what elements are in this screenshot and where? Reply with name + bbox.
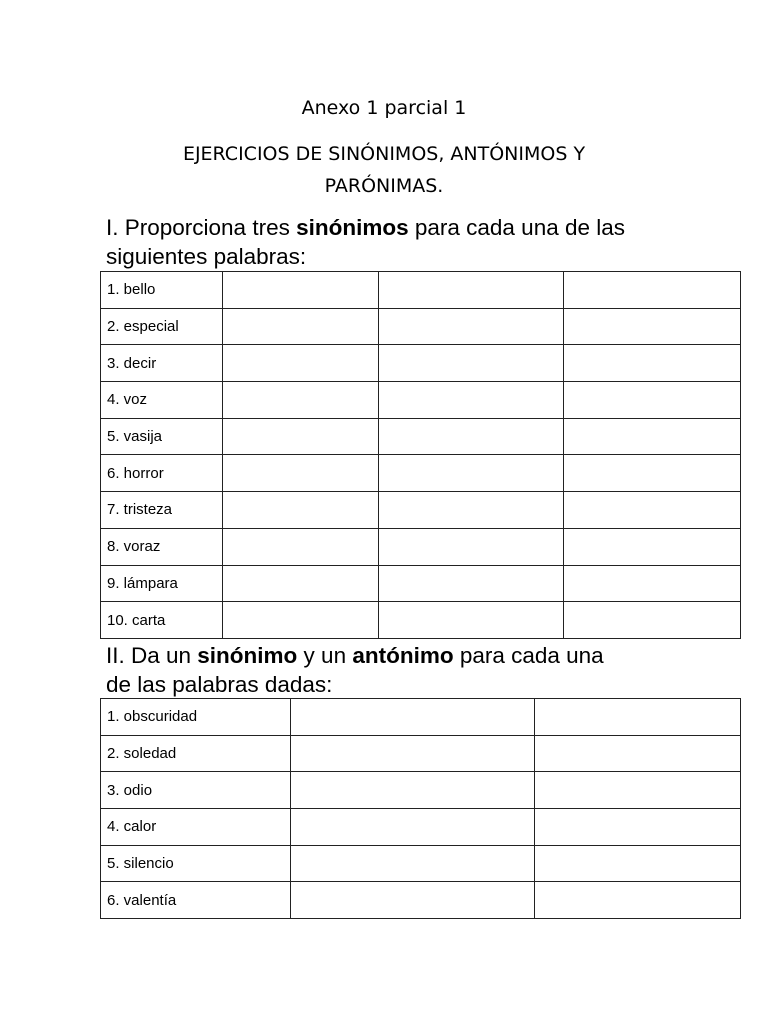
answer-cell[interactable] [379,345,564,382]
section1-instruction-line2: siguientes palabras: [106,244,307,269]
table-row [101,772,741,809]
answer-cell[interactable] [379,382,564,419]
answer-cell[interactable] [223,455,379,492]
table-row [101,735,741,772]
answer-cell[interactable] [223,308,379,345]
answer-cell[interactable] [379,602,564,639]
answer-cell[interactable] [291,699,535,736]
answer-cell[interactable] [535,735,741,772]
answer-cell[interactable] [564,418,741,455]
word-cell: 2. especial [101,308,223,345]
answer-cell[interactable] [223,492,379,529]
answer-cell[interactable] [535,699,741,736]
answer-cell[interactable] [535,772,741,809]
answer-cell[interactable] [564,382,741,419]
table-row [101,345,741,382]
synonym-antonym-table [100,698,741,919]
word-cell: 6. horror [101,455,223,492]
answer-cell[interactable] [564,528,741,565]
answer-cell[interactable] [564,345,741,382]
answer-cell[interactable] [535,809,741,846]
answer-cell[interactable] [223,602,379,639]
word-cell: 7. tristeza [101,492,223,529]
answer-cell[interactable] [291,845,535,882]
table-row [101,882,741,919]
section2-instruction-line2: de las palabras dadas: [106,672,333,697]
document-title: Anexo 1 parcial 1 [301,97,467,119]
table-row [101,492,741,529]
answer-cell[interactable] [379,418,564,455]
answer-cell[interactable] [564,455,741,492]
table-row [101,272,741,309]
word-cell: 6. valentía [101,882,291,919]
answer-cell[interactable] [291,772,535,809]
answer-cell[interactable] [291,809,535,846]
word-cell: 1. obscuridad [101,699,291,736]
answer-cell[interactable] [564,492,741,529]
section2-instruction-line1: II. Da un sinónimo y un antónimo para cada una [106,643,604,668]
word-cell: 2. soledad [101,735,291,772]
section1-instruction-line1: I. Proporciona tres sinónimos para cada una de las [106,215,626,240]
table-row [101,382,741,419]
answer-cell[interactable] [379,272,564,309]
answer-cell[interactable] [223,565,379,602]
document-subtitle-line1: EJERCICIOS DE SINÓNIMOS, ANTÓNIMOS Y [182,143,586,165]
synonyms-table [100,271,741,639]
word-cell: 4. voz [101,382,223,419]
answer-cell[interactable] [379,308,564,345]
answer-cell[interactable] [535,882,741,919]
answer-cell[interactable] [379,528,564,565]
word-cell: 5. silencio [101,845,291,882]
answer-cell[interactable] [223,528,379,565]
word-cell: 3. odio [101,772,291,809]
table-row [101,455,741,492]
answer-cell[interactable] [291,735,535,772]
table-row [101,528,741,565]
word-cell: 10. carta [101,602,223,639]
answer-cell[interactable] [564,272,741,309]
table-row [101,699,741,736]
answer-cell[interactable] [379,565,564,602]
answer-cell[interactable] [223,418,379,455]
word-cell: 1. bello [101,272,223,309]
answer-cell[interactable] [564,602,741,639]
table-row [101,602,741,639]
table-row [101,845,741,882]
answer-cell[interactable] [535,845,741,882]
answer-cell[interactable] [223,272,379,309]
word-cell: 4. calor [101,809,291,846]
answer-cell[interactable] [223,345,379,382]
word-cell: 9. lámpara [101,565,223,602]
document-subtitle-line2: PARÓNIMAS. [324,175,444,197]
table-row [101,565,741,602]
word-cell: 5. vasija [101,418,223,455]
word-cell: 3. decir [101,345,223,382]
answer-cell[interactable] [379,455,564,492]
table-row [101,308,741,345]
table-row [101,809,741,846]
answer-cell[interactable] [223,382,379,419]
word-cell: 8. voraz [101,528,223,565]
answer-cell[interactable] [291,882,535,919]
answer-cell[interactable] [564,565,741,602]
answer-cell[interactable] [379,492,564,529]
answer-cell[interactable] [564,308,741,345]
table-row [101,418,741,455]
